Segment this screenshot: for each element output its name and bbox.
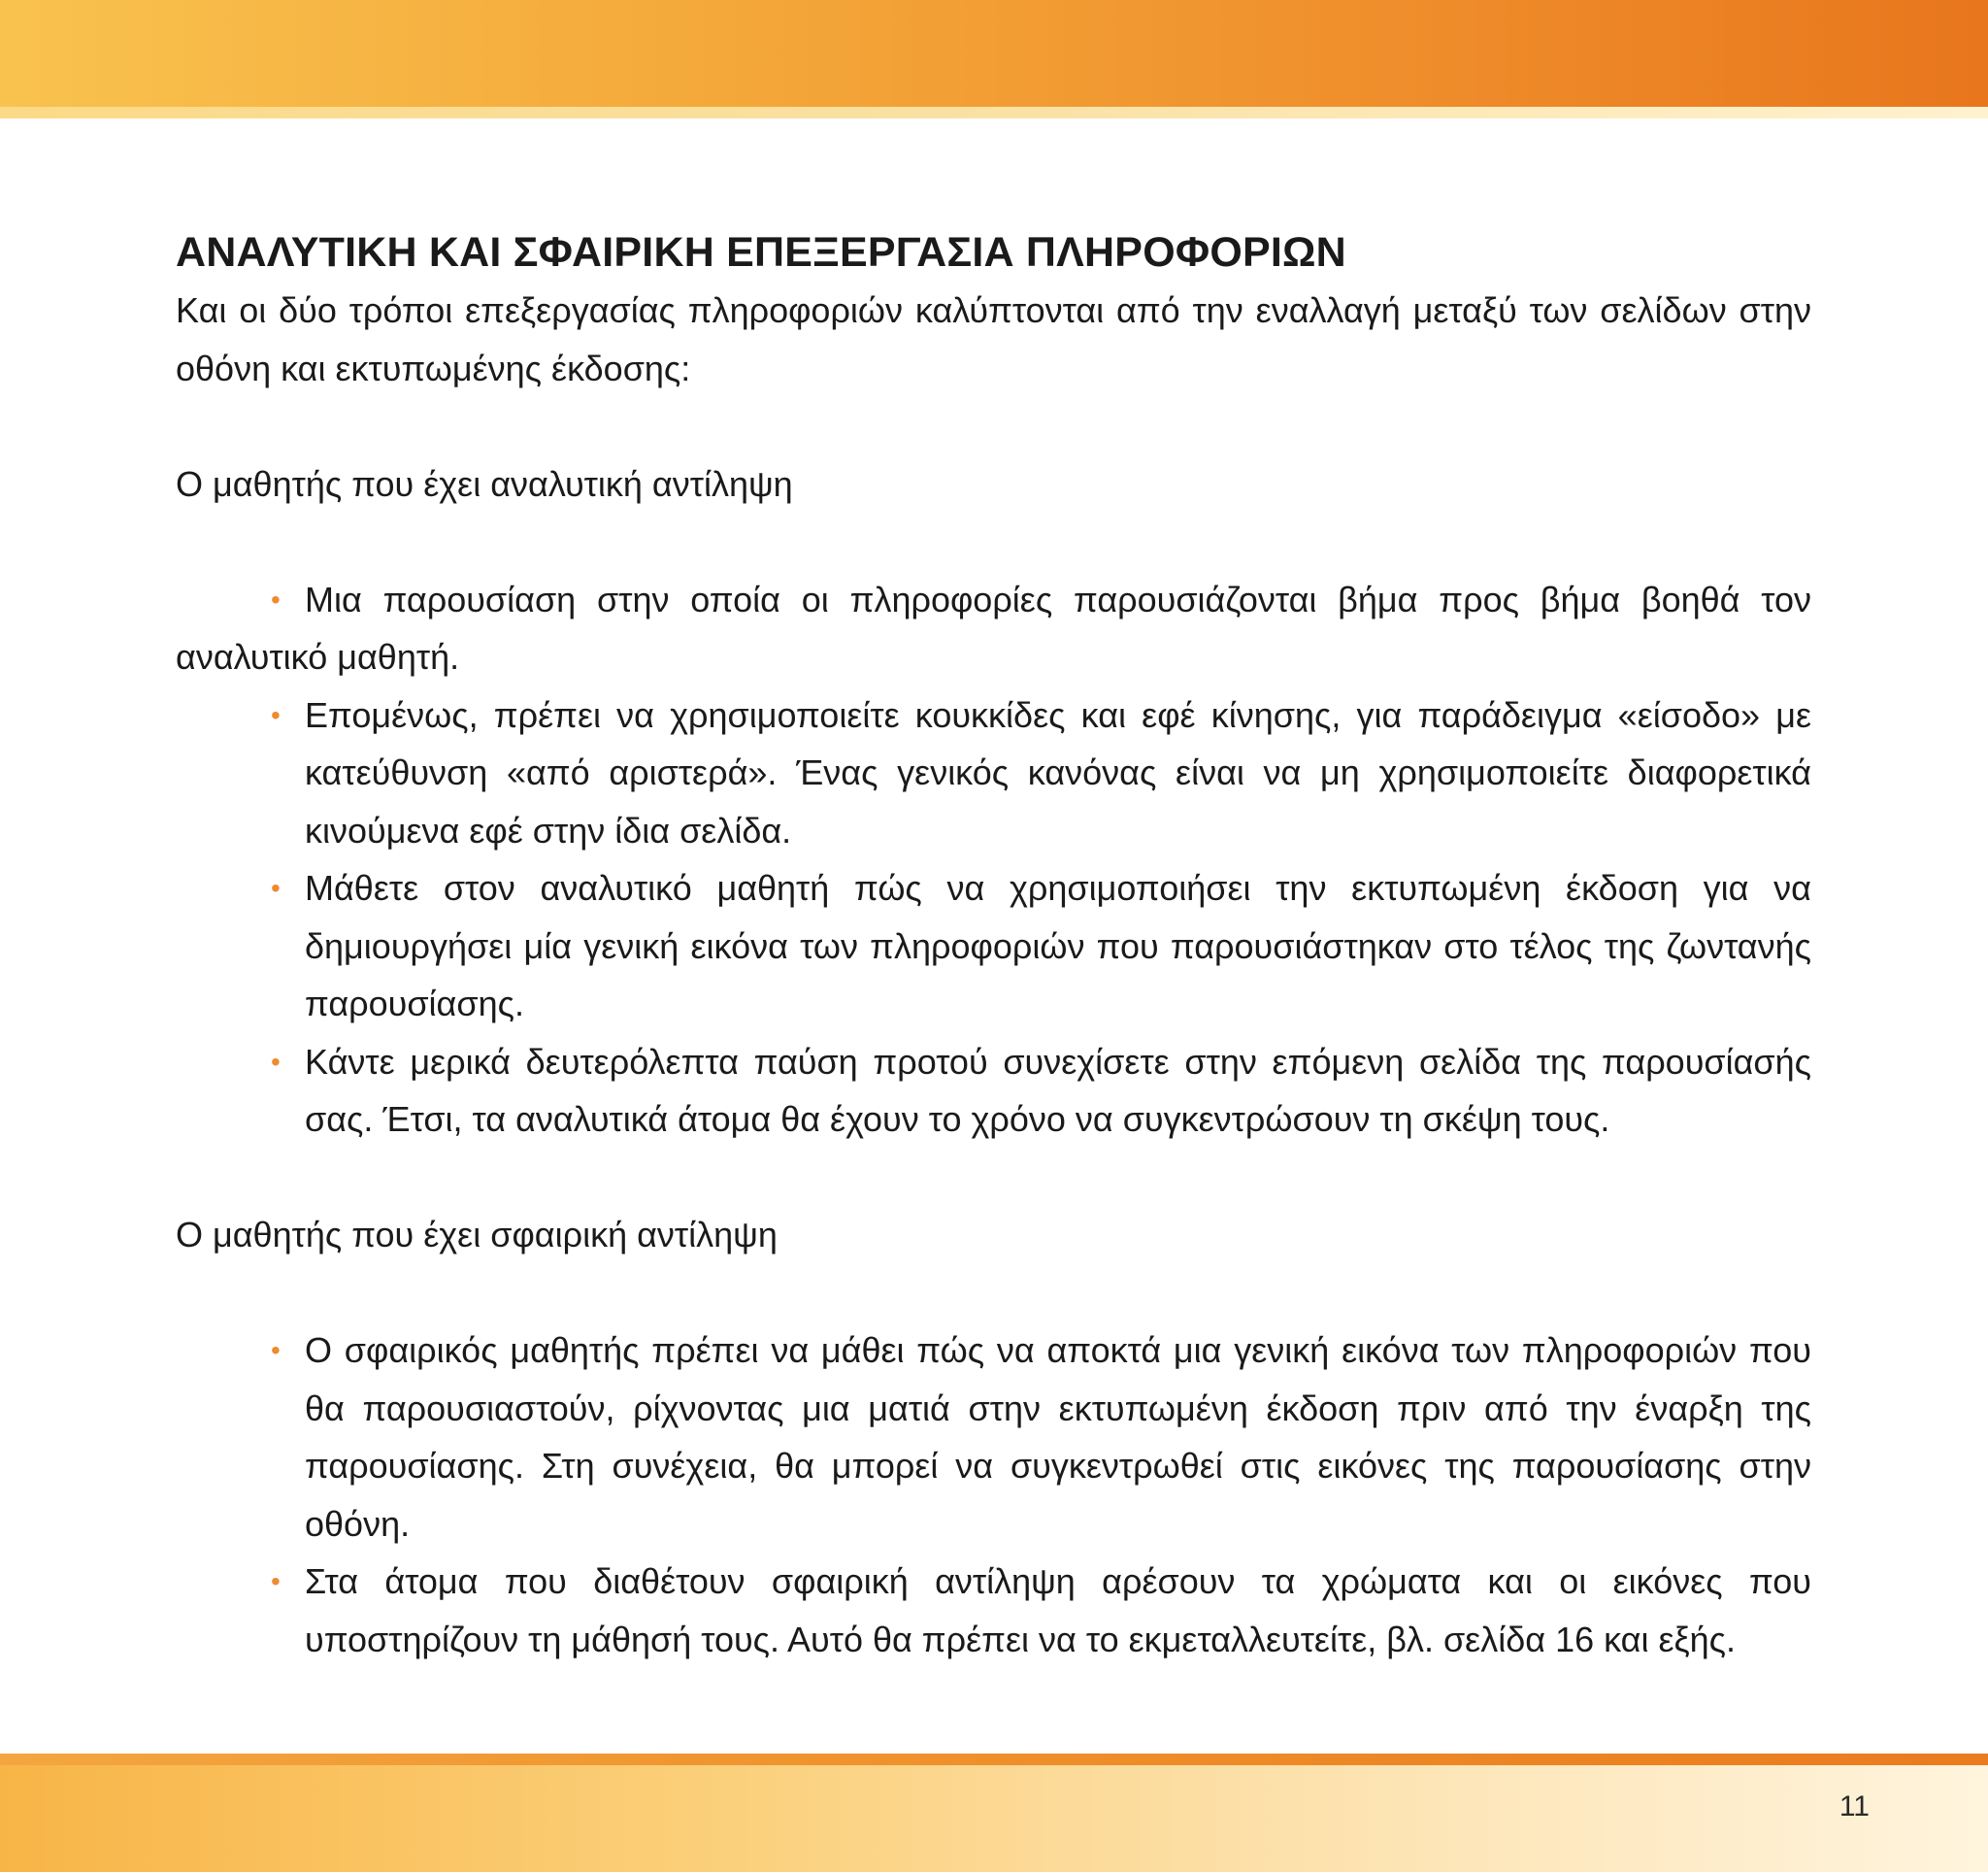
list-item <box>271 686 1811 860</box>
list-item <box>271 1553 1811 1668</box>
bullet-dot-icon: • <box>271 584 281 615</box>
page-number: 11 <box>1839 1790 1870 1822</box>
list-item <box>271 1033 1811 1149</box>
analytic-bullet-list <box>176 571 1811 1149</box>
intro-paragraph: Και οι δύο τρόποι επεξεργασίας πληροφοριών καλύπτονται από την εναλλαγή μεταξύ των σελίδων στην οθόνη και εκτυπωμένης έκδοσης: <box>176 290 1811 388</box>
list-item <box>271 859 1811 1033</box>
top-decorative-band <box>0 0 1988 107</box>
global-heading: Ο μαθητής που έχει σφαιρική αντίληψη <box>176 1215 778 1254</box>
analytic-heading: Ο μαθητής που έχει αναλυτική αντίληψη <box>176 463 793 504</box>
top-decorative-band-highlight <box>0 107 1988 118</box>
list-item-text: Ο σφαιρικός μαθητής πρέπει να μάθει πώς να αποκτά μια γενική εικόνα των πληροφοριών που θα παρουσιαστούν, ρίχνοντας μια ματιά στην εκτυπωμένη έκδοση πριν από την έναρξη της παρουσίασης. Στη συνέχεια, θα μπορεί να συγκεντρωθεί στις εικόνες της παρουσίασης στην οθόνη. <box>305 1330 1811 1544</box>
spacer <box>176 397 1811 455</box>
spacer <box>176 1264 1811 1322</box>
bullet-dot-icon: • <box>271 699 281 730</box>
list-item <box>271 1321 1811 1553</box>
bullet-dot-icon: • <box>271 873 281 903</box>
list-item-text: Κάντε μερικά δευτερόλεπτα παύση προτού συνεχίσετε στην επόμενη σελίδα της παρουσίασής σας. Έτσι, τα αναλυτικά άτομα θα έχουν το χρόνο να συγκεντρώσουν τη σκέψη τους. <box>305 1041 1811 1139</box>
list-item <box>176 571 1811 686</box>
list-item-text: Στα άτομα που διαθέτουν σφαιρική αντίληψη αρέσουν τα χρώματα και οι εικόνες που υποστηρίζουν τη μάθησή τους. Αυτό θα πρέπει να το εκμεταλλευτείτε, βλ. σελίδα 16 και εξής. <box>305 1561 1811 1659</box>
list-item-text: Επομένως, πρέπει να χρησιμοποιείτε κουκκίδες και εφέ κίνησης, για παράδειγμα «είσοδο» με κατεύθυνση «από αριστερά». Ένας γενικός κανόνας είναι να μη χρησιμοποιείτε διαφορετικά κινούμενα εφέ στην ίδια σελίδα. <box>305 694 1811 851</box>
spacer <box>176 1149 1811 1207</box>
spacer <box>176 513 1811 571</box>
bottom-decorative-line <box>0 1754 1988 1765</box>
bullet-dot-icon: • <box>271 1566 281 1596</box>
list-item-text: Μια παρουσίαση στην οποία οι πληροφορίες παρουσιάζονται βήμα προς βήμα βοηθά τον αναλυτικό μαθητή. <box>176 579 1811 677</box>
global-bullet-list <box>176 1321 1811 1668</box>
section-title: ΑΝΑΛΥΤΙΚΗ ΚΑΙ ΣΦΑΙΡΙΚΗ ΕΠΕΞΕΡΓΑΣΙΑ ΠΛΗΡΟΦΟΡΙΩΝ <box>176 229 1346 276</box>
list-item-text: Μάθετε στον αναλυτικό μαθητή πώς να χρησιμοποιήσει την εκτυπωμένη έκδοση για να δημιουργήσει μία γενική εικόνα των πληροφοριών που παρουσιάστηκαν στο τέλος της ζωντανής παρουσίασης. <box>305 868 1811 1023</box>
bullet-dot-icon: • <box>271 1046 281 1077</box>
page-content <box>176 223 1811 1668</box>
bullet-dot-icon: • <box>271 1335 281 1365</box>
bottom-decorative-band <box>0 1765 1988 1872</box>
